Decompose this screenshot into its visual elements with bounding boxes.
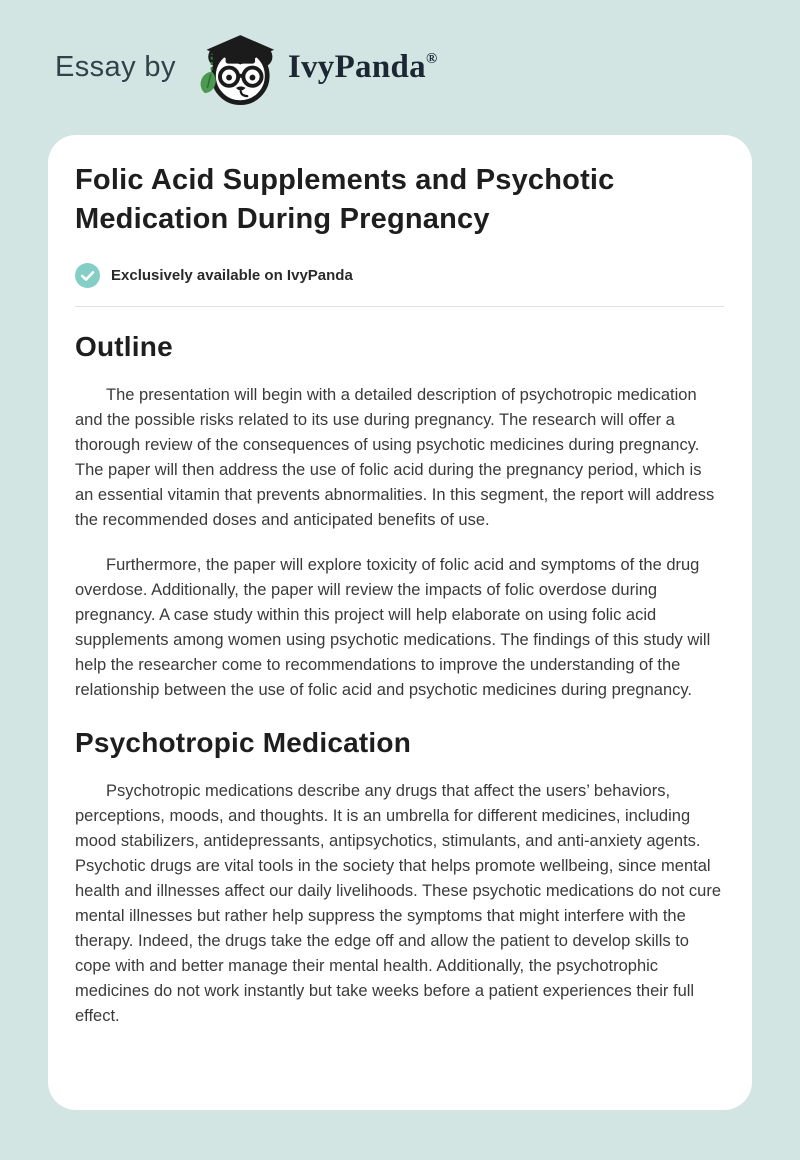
brand-name: IvyPanda® (287, 49, 438, 85)
availability-text: Exclusively available on IvyPanda (111, 267, 353, 284)
essay-title: Folic Acid Supplements and Psychotic Medication During Pregnancy (75, 164, 615, 235)
ivypanda-logo (192, 29, 438, 107)
outline-paragraph-2: Furthermore, the paper will explore toxicity of folic acid and symptoms of the drug overdose. Additionally, the paper will review the impacts of folic overdose during pregnancy. A case study within this project will help elaborate on using folic acid supplements among women using psychotic medications. The findings of this study will help the researcher come to recommendations to improve the understanding of the relationship between the use of folic acid and psychotic medicines during pregnancy. (75, 556, 711, 699)
availability-row (75, 263, 724, 288)
essay-by-label: Essay by (55, 51, 176, 83)
section-heading-psychotropic-medication: Psychotropic Medication (75, 727, 411, 758)
psychotropic-paragraph-1: Psychotropic medications describe any drugs that affect the users’ behaviors, perceptions, moods, and thoughts. It is an umbrella for different medicines, including mood stabilizers, antidepressants, antipsychotics, stimulants, and anti-anxiety agents. Psychotic drugs are vital tools in the society that helps promote wellbeing, since mental health and illnesses affect our daily livelihoods. These psychotic medications do not cure mental illnesses but rather help suppress the symptoms that might interfere with the therapy. Indeed, the drugs take the edge off and allow the patient to develop skills to cope with and better manage their mental health. Additionally, the psychotrophic medicines do not work instantly but take weeks before a patient experiences their full effect. (75, 782, 722, 1025)
page-header (0, 0, 800, 135)
panda-graduate-icon (192, 29, 280, 107)
essay-card (48, 135, 752, 1110)
divider (75, 306, 724, 307)
section-heading-outline: Outline (75, 331, 173, 362)
check-circle-icon (75, 263, 100, 288)
outline-paragraph-1: The presentation will begin with a detailed description of psychotropic medication and the possible risks related to its use during pregnancy. The research will offer a thorough review of the consequences of using psychotic medicines during pregnancy. The paper will then address the use of folic acid during the pregnancy period, which is an essential vitamin that prevents abnormalities. In this segment, the report will address the recommended doses and anticipated benefits of use. (75, 386, 715, 529)
registered-mark: ® (425, 51, 438, 67)
